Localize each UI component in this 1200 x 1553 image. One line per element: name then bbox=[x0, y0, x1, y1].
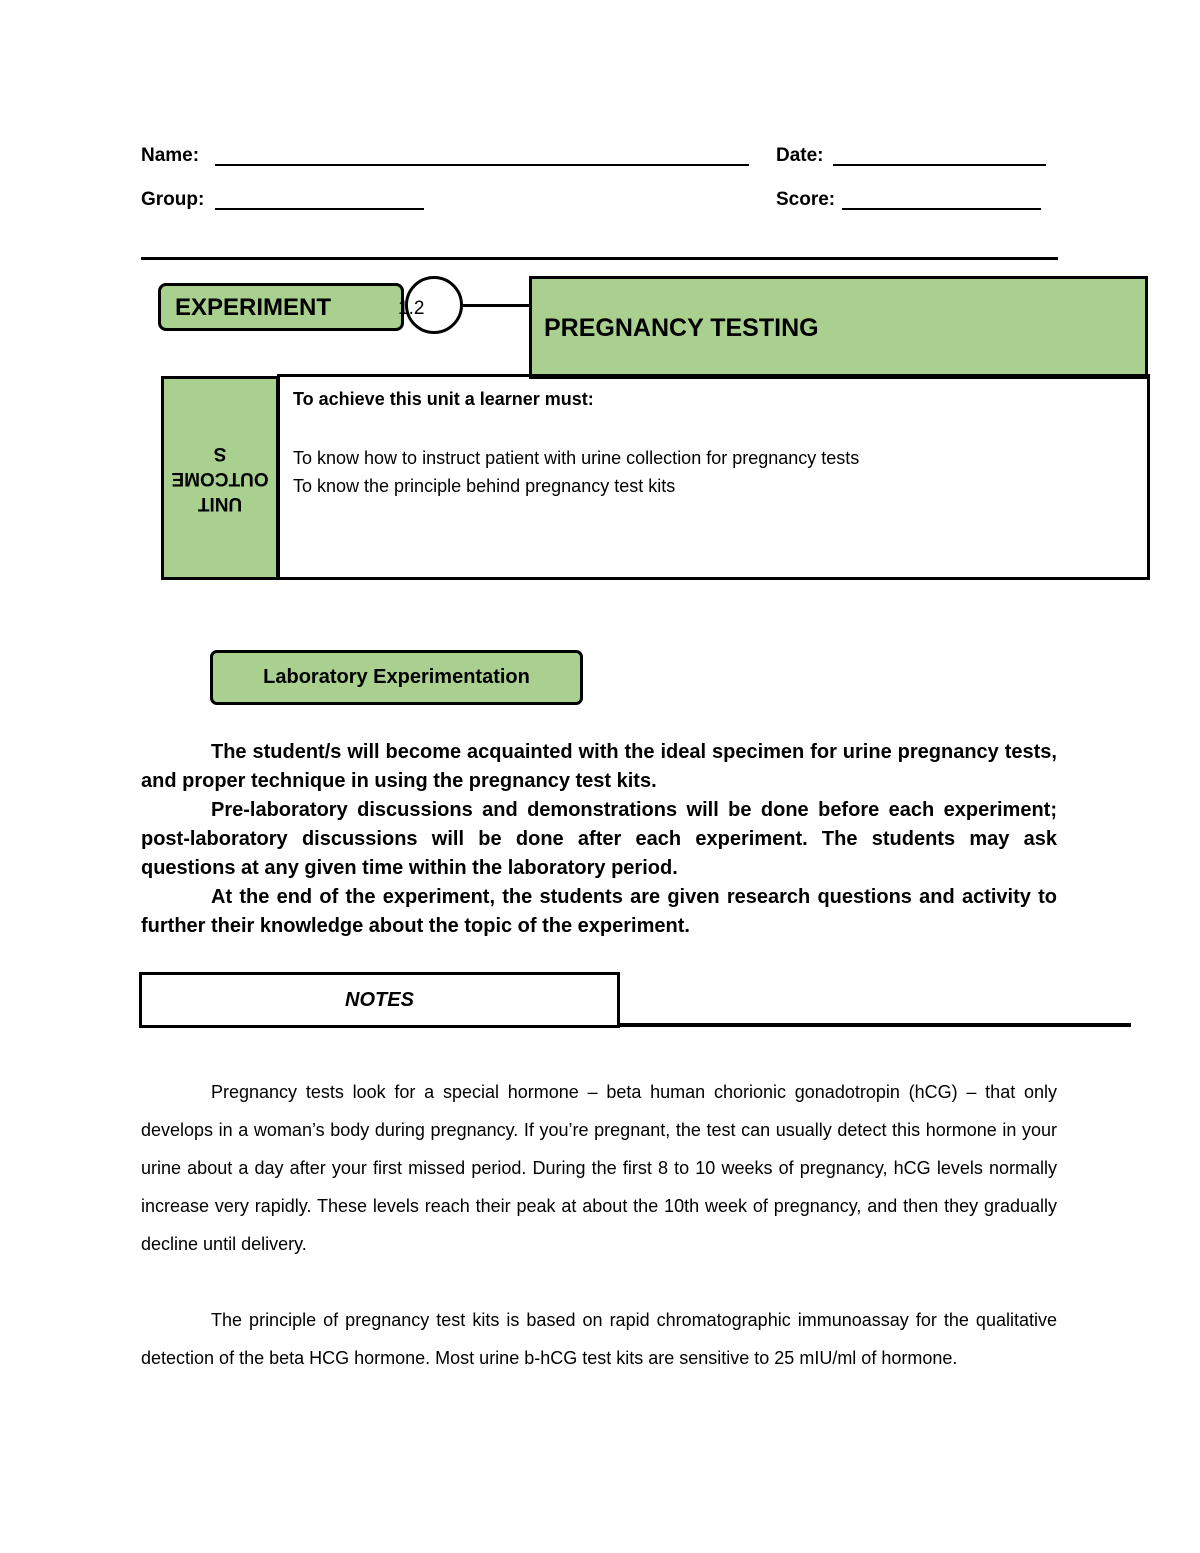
lab-section-title-text: Laboratory Experimentation bbox=[263, 666, 530, 688]
unit-outcomes-side-label bbox=[170, 441, 270, 516]
unit-outcome-item: To know how to instruct patient with urine collection for pregnancy tests bbox=[293, 448, 860, 468]
date-label: Date: bbox=[776, 145, 824, 166]
name-label: Name: bbox=[141, 145, 200, 166]
lab-paragraph: Pre-laboratory discussions and demonstrations will be done before each experiment; post-laboratory discussions will be done after each experiment. The students may ask questions at any given time within the laboratory period. bbox=[141, 799, 1057, 879]
group-label: Group: bbox=[141, 189, 205, 210]
experiment-label: EXPERIMENT bbox=[175, 294, 332, 321]
lab-section-title bbox=[210, 650, 583, 705]
notes-paragraph: The principle of pregnancy test kits is based on rapid chromatographic immunoassay for the qualitative detection of the beta HCG hormone. Most urine b-hCG test kits are sensitive to 25 mIU/ml of hormone. bbox=[141, 1310, 1057, 1368]
side-label-line: UNIT bbox=[197, 492, 243, 514]
side-label-line: OUTCOME bbox=[171, 467, 269, 489]
notes-title-box bbox=[139, 972, 620, 1028]
notes-paragraph: Pregnancy tests look for a special hormone – beta human chorionic gonadotropin (hCG) – that only develops in a woman’s body during pregnancy. If you’re pregnant, the test can usually detect this hormone in your urine about a day after your first missed period. During the first 8 to 10 weeks of pregnancy, hCG levels normally increase very rapidly. These levels reach their peak at about the 10th week of pregnancy, and then they gradually decline until delivery. bbox=[141, 1082, 1057, 1254]
unit-outcomes-intro: To achieve this unit a learner must: bbox=[293, 389, 594, 409]
lab-section-body bbox=[141, 738, 1057, 941]
experiment-title: PREGNANCY TESTING bbox=[544, 314, 819, 342]
notes-body bbox=[141, 1073, 1057, 1377]
group-field-line bbox=[215, 208, 424, 210]
score-field-line bbox=[842, 208, 1041, 210]
unit-outcome-item: To know the principle behind pregnancy test kits bbox=[293, 476, 676, 496]
lab-paragraph: At the end of the experiment, the students are given research questions and activity to further their knowledge about the topic of the experiment. bbox=[141, 886, 1057, 937]
notes-title: NOTES bbox=[345, 988, 414, 1011]
name-field-line bbox=[215, 164, 749, 166]
score-label: Score: bbox=[776, 189, 836, 210]
date-field-line bbox=[833, 164, 1046, 166]
unit-outcomes-list bbox=[293, 444, 859, 500]
notes-rule bbox=[617, 1023, 1131, 1027]
side-label-line: S bbox=[213, 442, 227, 464]
lab-paragraph: The student/s will become acquainted with the ideal specimen for urine pregnancy tests, and proper technique in using the pregnancy test kits. bbox=[141, 741, 1057, 792]
header-divider bbox=[141, 257, 1058, 260]
experiment-connector-line bbox=[463, 304, 531, 307]
experiment-number: 1.2 bbox=[398, 298, 425, 319]
